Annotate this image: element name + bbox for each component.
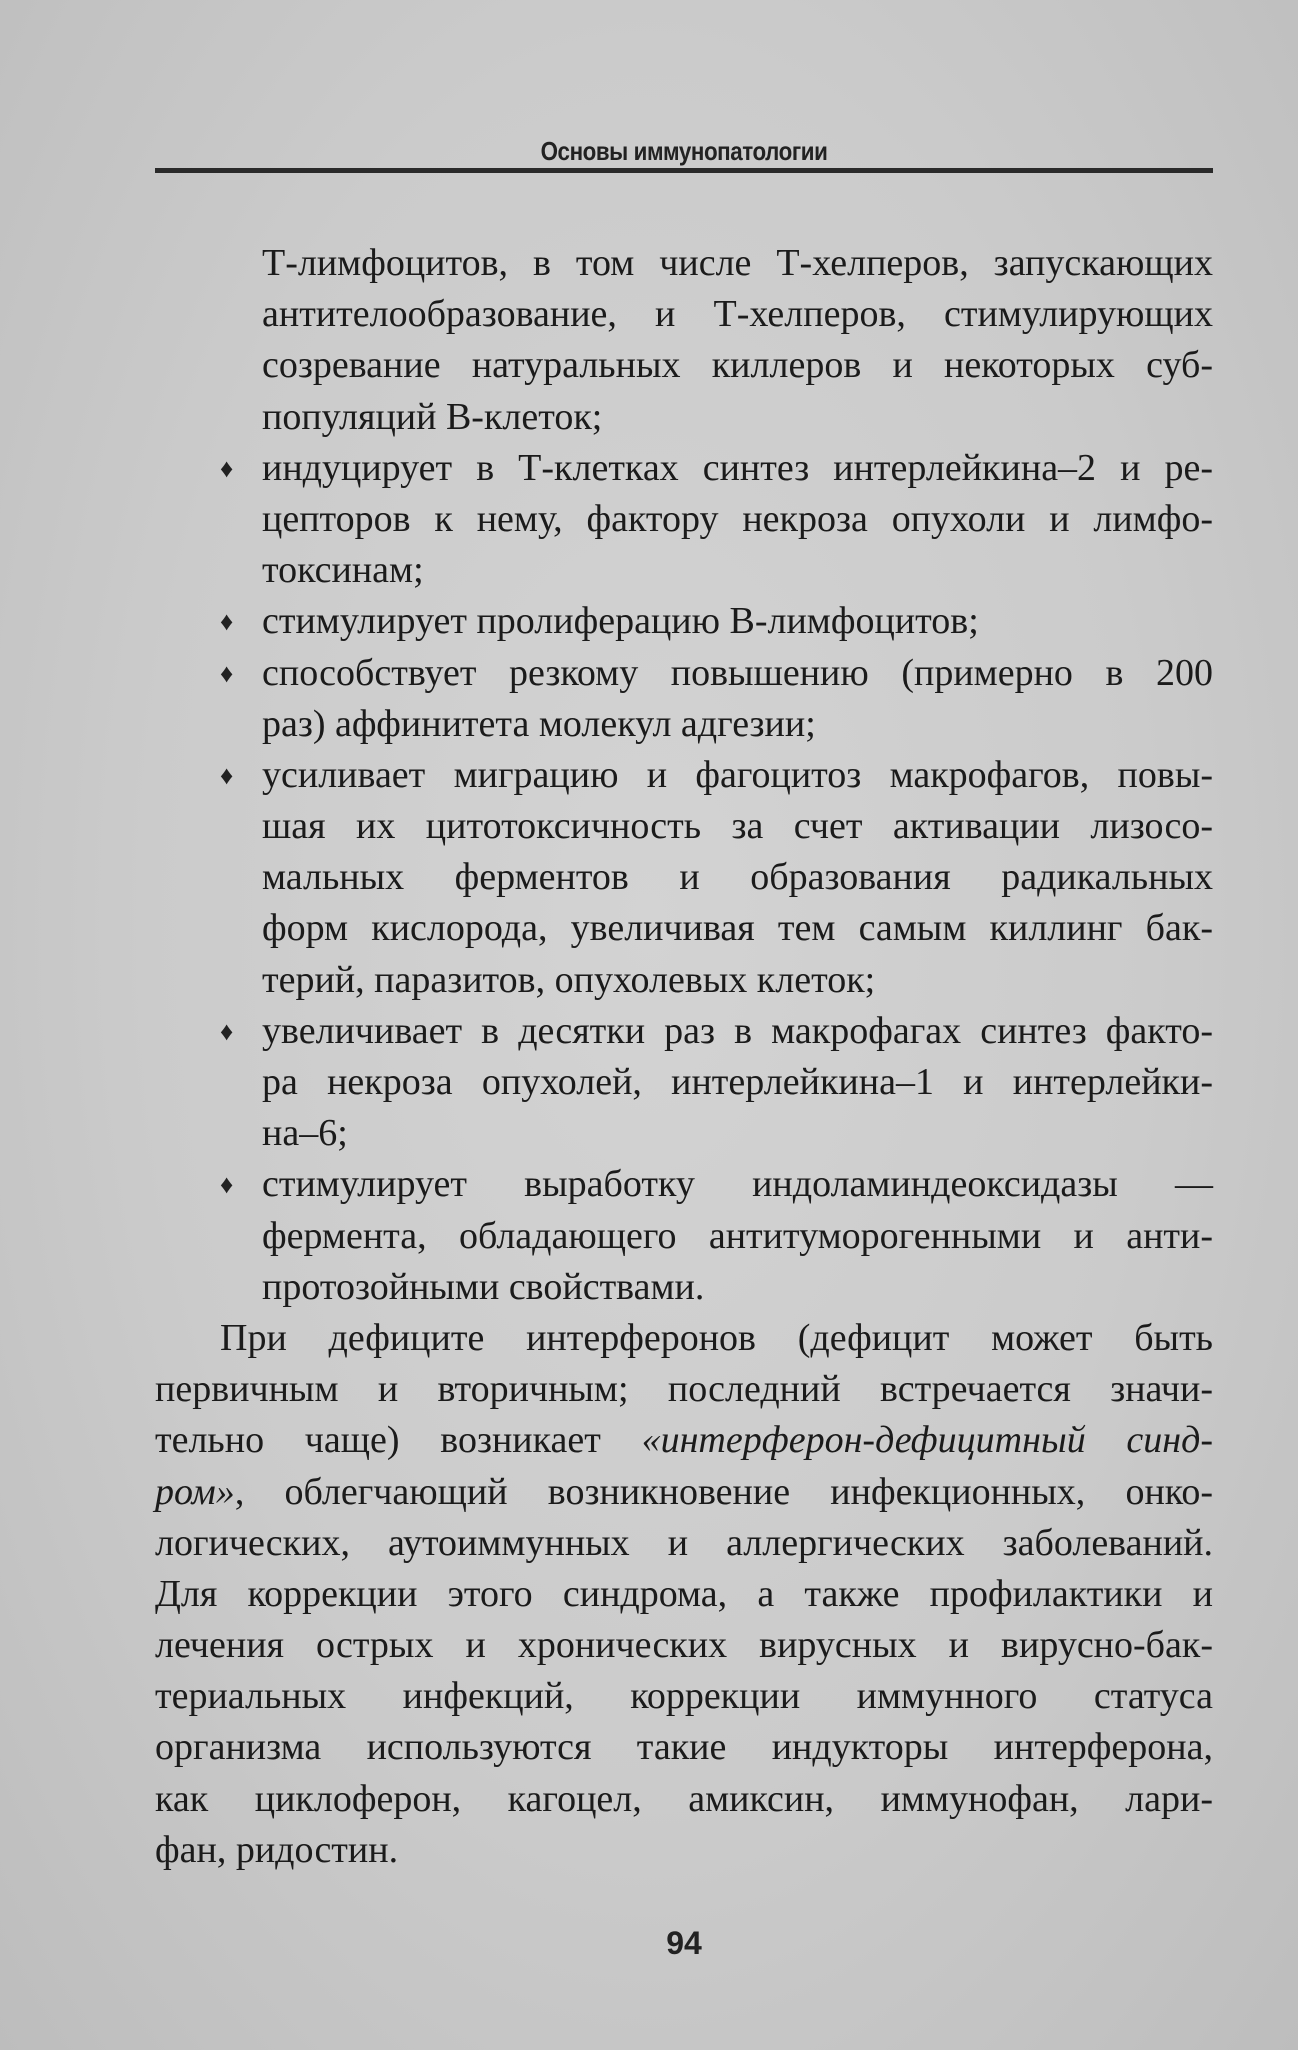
list-item-line: токсинам; xyxy=(262,549,424,592)
paragraph-text: тельно чаще) возникает xyxy=(155,1419,642,1462)
diamond-bullet-icon: ♦ xyxy=(220,1016,234,1046)
diamond-bullet-icon: ♦ xyxy=(220,760,234,790)
emphasized-term: ром» xyxy=(155,1470,235,1513)
list-item-line: шая их цитотоксичность за счет активации лизосо- xyxy=(262,805,1213,848)
list-item-line: цепторов к нему, фактору некроза опухоли и лимфо- xyxy=(262,497,1213,540)
list-item-line: ра некроза опухолей, интерлейкина–1 и интерлейки- xyxy=(262,1061,1213,1103)
list-item-line: терий, паразитов, опухолевых клеток; xyxy=(262,958,876,1001)
page-number: 94 xyxy=(666,1925,702,1961)
list-item xyxy=(220,648,1213,750)
list-item-line: форм кислорода, увеличивая тем самым киллинг бак- xyxy=(262,907,1213,950)
diamond-bullet-icon: ♦ xyxy=(220,658,234,688)
paragraph-line: первичным и вторичным; последний встречается значи- xyxy=(155,1368,1213,1411)
list-item-line: мальных ферментов и образования радикальных xyxy=(262,856,1213,899)
diamond-bullet-icon: ♦ xyxy=(220,1170,234,1200)
list-item-line: на–6; xyxy=(262,1112,348,1155)
list-item-line: усиливает миграцию и фагоцитоз макрофагов, повы- xyxy=(262,753,1213,796)
body-text xyxy=(155,238,1213,1876)
paragraph-line: Для коррекции этого синдрома, а также профилактики и xyxy=(155,1572,1213,1615)
list-item-line: стимулирует выработку индоламиндеоксидазы — xyxy=(262,1163,1213,1206)
list-item xyxy=(220,596,1213,647)
list-item-line: индуцирует в Т-клетках синтез интерлейкина–2 и ре- xyxy=(262,446,1213,489)
paragraph xyxy=(155,1313,1213,1876)
list-item-line: увеличивает в десятки раз в макрофагах синтез факто- xyxy=(262,1009,1213,1052)
paragraph-text: , облегчающий возникновение инфекционных, онко- xyxy=(234,1470,1213,1513)
paragraph-line: логических, аутоиммунных и аллергических заболеваний. xyxy=(155,1521,1213,1564)
paragraph-line: териальных инфекций, коррекции иммунного статуса xyxy=(155,1675,1213,1718)
paragraph-line: лечения острых и хронических вирусных и вирусно-бак- xyxy=(155,1624,1213,1667)
list-continuation-line: созревание натуральных киллеров и некоторых суб- xyxy=(262,344,1213,387)
list-continuation-line: антителообразование, и Т-хелперов, стимулирующих xyxy=(262,293,1213,336)
list-item xyxy=(220,1006,1213,1160)
list-item-line: протозойными свойствами. xyxy=(262,1265,705,1308)
diamond-bullet-icon: ♦ xyxy=(220,453,234,483)
emphasized-term: «интерферон-дефицитный синд- xyxy=(641,1419,1213,1462)
list-continuation-line: Т-лимфоцитов, в том числе Т-хелперов, запускающих xyxy=(262,242,1213,284)
paragraph-line xyxy=(155,1415,1213,1466)
paragraph-line: фан, ридостин. xyxy=(155,1828,399,1871)
list-item xyxy=(220,750,1213,1006)
bullet-list xyxy=(155,238,1213,1313)
paragraph-line: При дефиците интерферонов (дефицит может быть xyxy=(220,1316,1213,1359)
list-item-line: способствует резкому повышению (примерно в 200 xyxy=(262,651,1213,694)
paragraph-line: организма используются такие индукторы интерферона, xyxy=(155,1726,1213,1769)
list-item-line: фермента, обладающего антитуморогенными и анти- xyxy=(262,1214,1213,1257)
list-item xyxy=(220,443,1213,597)
list-continuation-line: популяций В-клеток; xyxy=(262,395,603,438)
header-rule xyxy=(155,168,1213,173)
list-item-line: стимулирует пролиферацию В-лимфоцитов; xyxy=(262,600,979,643)
paragraph-line xyxy=(155,1467,1213,1518)
diamond-bullet-icon: ♦ xyxy=(220,607,234,637)
paragraph-line: как циклоферон, кагоцел, амиксин, иммунофан, лари- xyxy=(155,1777,1213,1820)
running-header: Основы иммунопатологии xyxy=(540,136,828,166)
list-item xyxy=(220,1159,1213,1313)
list-item-line: раз) аффинитета молекул адгезии; xyxy=(262,702,816,745)
